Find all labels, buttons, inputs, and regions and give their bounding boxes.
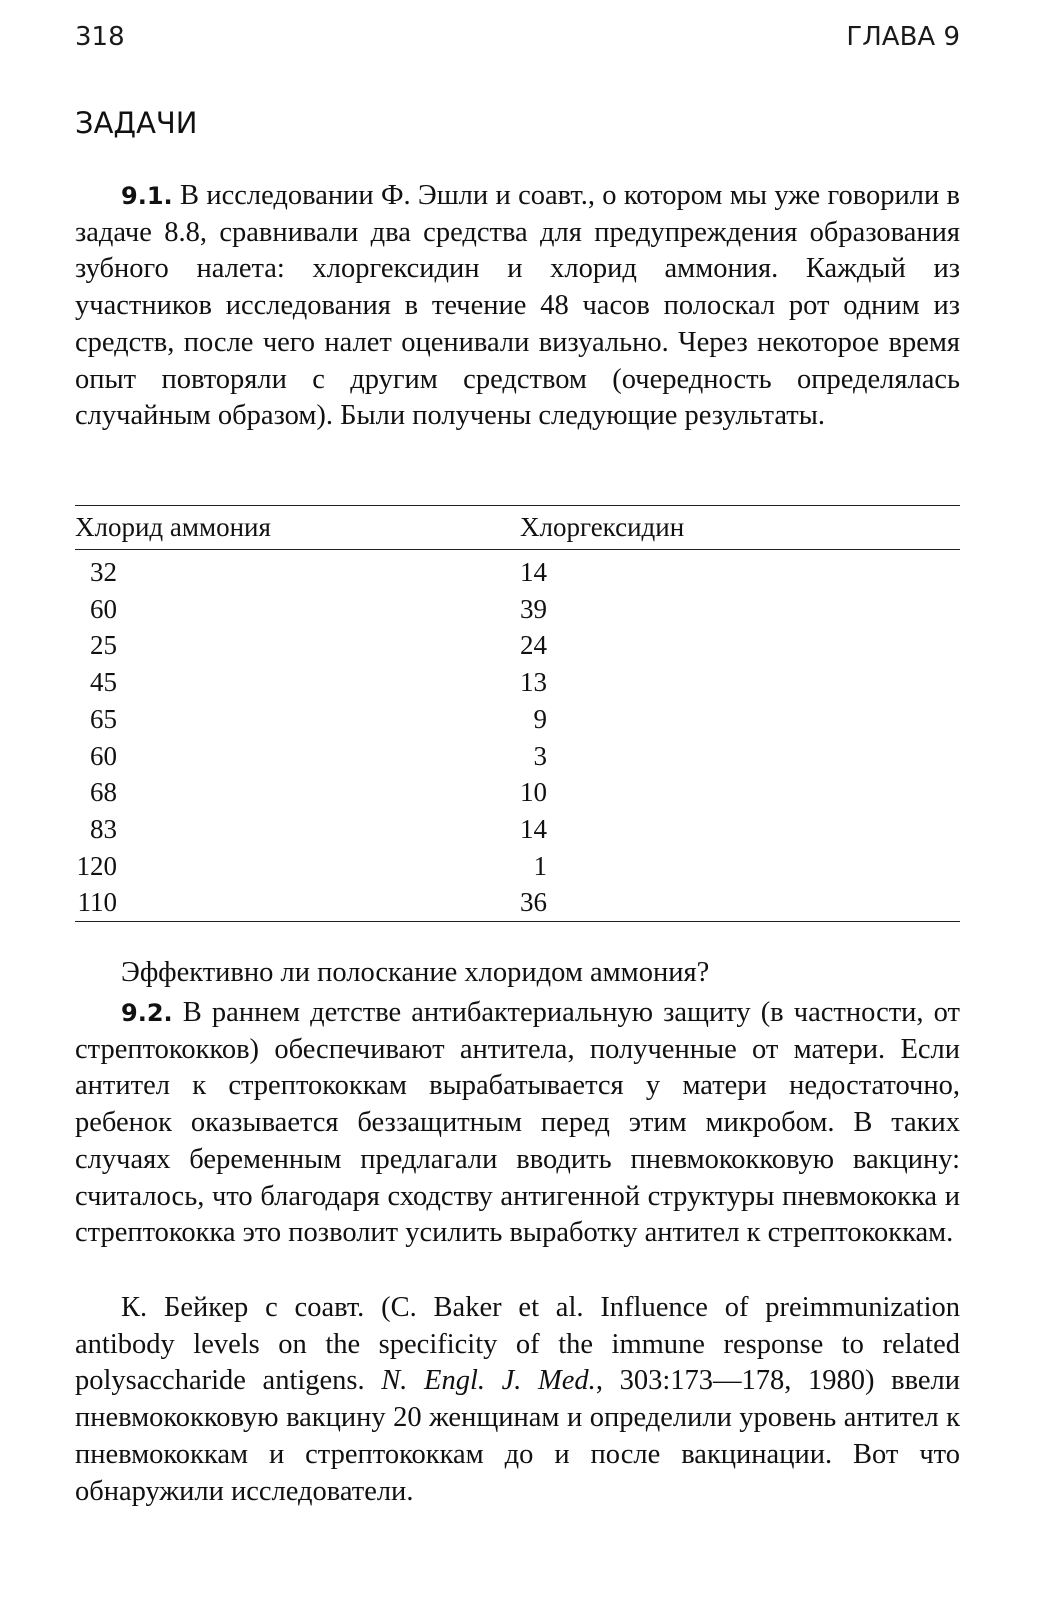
cell-chlorhexidine: 36 xyxy=(520,887,547,918)
cell-chlorhexidine: 1 xyxy=(533,850,547,881)
problem-9-1-text xyxy=(75,178,960,435)
cell-chlorhexidine: 3 xyxy=(533,740,547,771)
running-head xyxy=(75,22,960,58)
cell-ammonium: 60 xyxy=(90,740,117,771)
cell-ammonium: 25 xyxy=(90,630,117,661)
section-title: ЗАДАЧИ xyxy=(75,106,198,140)
cell-ammonium: 83 xyxy=(90,813,117,844)
cell-ammonium: 110 xyxy=(77,887,117,918)
citation-text-a: К. Бейкер с соавт. (C. Baker et al. Influence of preimmunization antibody levels on the specificity of the immune response to related polysaccharide antigens. xyxy=(75,1292,960,1397)
cell-ammonium: 32 xyxy=(90,557,117,587)
column-header-chlorhexidine: Хлоргексидин xyxy=(520,512,685,542)
problem-number: 9.2. xyxy=(121,999,173,1027)
cell-chlorhexidine: 14 xyxy=(520,557,547,587)
cell-chlorhexidine: 10 xyxy=(520,777,547,808)
cell-ammonium: 65 xyxy=(90,703,117,734)
problem-9-2-citation-paragraph xyxy=(75,1290,960,1510)
cell-chlorhexidine: 14 xyxy=(520,813,547,844)
journal-name: N. Engl. J. Med. xyxy=(381,1365,596,1397)
problem-number: 9.1. xyxy=(121,182,173,210)
problem-9-1-question: Эффективно ли полоскание хлоридом аммония? xyxy=(121,957,710,988)
page-number: 318 xyxy=(75,22,125,52)
citation-text-b: , 303:173—178, 1980) ввели пневмококковую вакцину 20 женщинам и определили уровень антител к пневмококкам и стрептококкам до и после вакцинации. Вот что обнаружили исследователи. xyxy=(75,1365,960,1507)
column-header-ammonium: Хлорид аммония xyxy=(75,512,271,542)
cell-chlorhexidine: 9 xyxy=(533,703,547,734)
cell-ammonium: 45 xyxy=(90,667,117,698)
problem-9-2-text xyxy=(75,995,960,1252)
table-header-rule xyxy=(75,549,960,550)
table-bottom-rule xyxy=(75,921,960,922)
chapter-label: ГЛАВА 9 xyxy=(846,22,960,52)
problem-body: В раннем детстве антибактериальную защиту (в частности, от стрептококков) обеспечивают антитела, полученные от матери. Если антител к стрептококкам вырабатывается у матери недостаточно, ребенок оказывается беззащитным перед этим микробом. В таких случаях беременным предлагали вводить пневмококковую вакцину: считалось, что благодаря сходству антигенной структуры пневмококка и стрептококка это позволит усилить выработку антител к стрептококкам. xyxy=(75,997,961,1249)
cell-ammonium: 68 xyxy=(90,777,117,808)
cell-chlorhexidine: 24 xyxy=(520,630,547,661)
table-top-rule xyxy=(75,505,960,506)
cell-ammonium: 120 xyxy=(76,850,117,881)
cell-chlorhexidine: 13 xyxy=(520,667,547,698)
cell-chlorhexidine: 39 xyxy=(520,593,547,624)
cell-ammonium: 60 xyxy=(90,593,117,624)
problem-body: В исследовании Ф. Эшли и соавт., о котором мы уже говорили в задаче 8.8, сравнивали два средства для предупреждения образования зубного налета: хлоргексидин и хлорид аммония. Каждый из участников исследования в течение 48 часов полоскал рот одним из средств, после чего налет оценивали визуально. Через некоторое время опыт повторяли с другим средством (очередность определялась случайным образом). Были получены следующие результаты. xyxy=(75,180,961,432)
book-page xyxy=(75,0,960,1600)
